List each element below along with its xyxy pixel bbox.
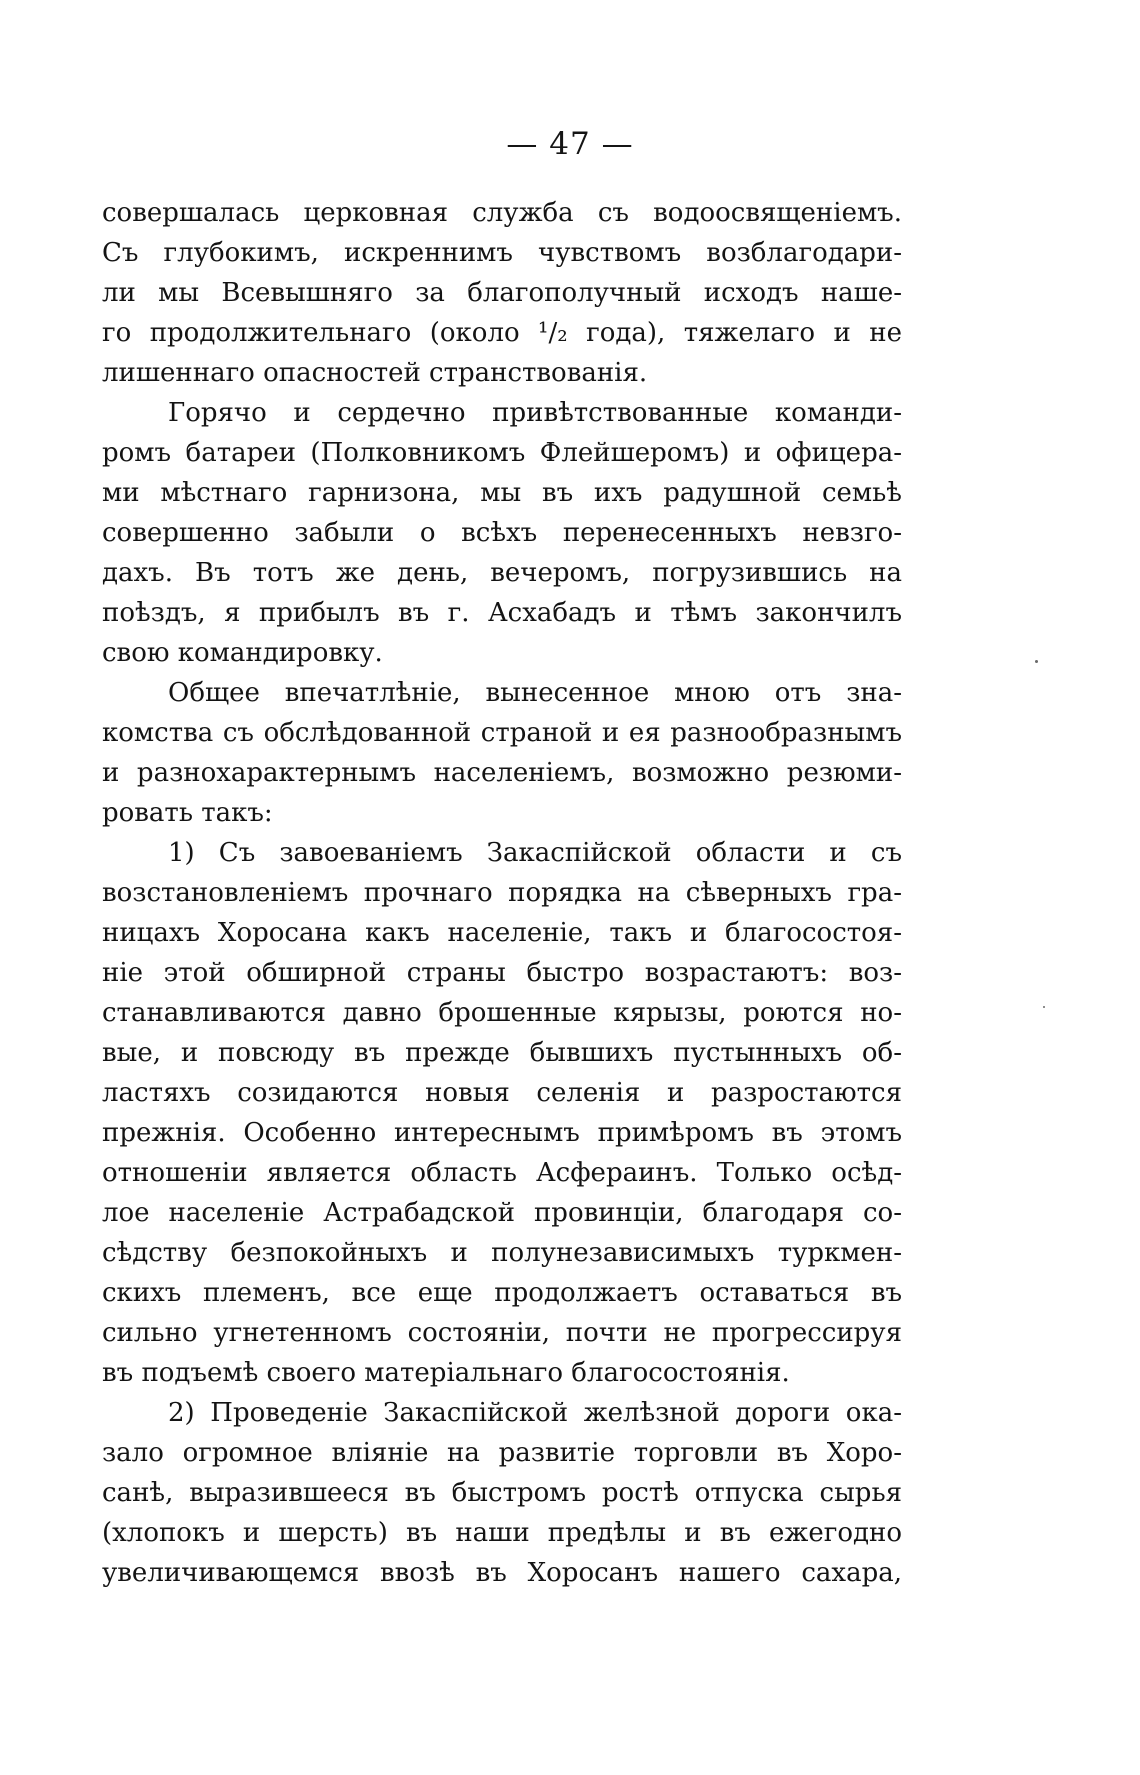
text-line: Общее впечатлѣніе, вынесенное мною отъ зна- [168, 678, 902, 708]
text-line: Горячо и сердечно привѣтствованные команди- [168, 398, 902, 428]
text-line: вые, и повсюду въ прежде бывшихъ пустынныхъ об- [102, 1038, 902, 1068]
body-text [102, 193, 902, 1593]
text-line: ми мѣстнаго гарнизона, мы въ ихъ радушной семьѣ [102, 478, 902, 508]
text-line: въ подъемѣ своего матеріальнаго благосостоянія. [102, 1358, 790, 1388]
text-line: увеличивающемся ввозѣ въ Хоросанъ нашего сахара, [102, 1558, 902, 1588]
text-line: совершенно забыли о всѣхъ перенесенныхъ невзго- [102, 518, 902, 548]
text-line: станавливаются давно брошенные кярызы, роются но- [102, 998, 902, 1028]
text-line: дахъ. Въ тотъ же день, вечеромъ, погрузившись на [102, 558, 902, 588]
text-line: возстановленіемъ прочнаго порядка на сѣверныхъ гра- [102, 878, 902, 908]
text-line: 1) Съ завоеваніемъ Закаспійской области и съ [168, 838, 902, 868]
text-line: ницахъ Хоросана какъ населеніе, такъ и благосостоя- [102, 918, 902, 948]
text-line: свою командировку. [102, 638, 383, 668]
text-line: ніе этой обширной страны быстро возрастаютъ: воз- [102, 958, 902, 988]
text-line: ромъ батареи (Полковникомъ Флейшеромъ) и офицера- [102, 438, 902, 468]
text-line: санѣ, выразившееся въ быстромъ ростѣ отпуска сырья [102, 1478, 902, 1508]
text-line: (хлопокъ и шерсть) въ наши предѣлы и въ ежегодно [102, 1518, 902, 1548]
text-line: ровать такъ: [102, 798, 273, 828]
text-line: прежнія. Особенно интереснымъ примѣромъ въ этомъ [102, 1118, 902, 1148]
paper-speck [1035, 660, 1038, 663]
text-line: зало огромное вліяніе на развитіе торговли въ Хоро- [102, 1438, 902, 1468]
page-number: — 47 — [506, 126, 634, 162]
text-line: го продолжительнаго (около ¹/₂ года), тяжелаго и не [102, 318, 902, 348]
text-line: лишеннаго опасностей странствованія. [102, 358, 648, 388]
text-line: лое населеніе Астрабадской провинціи, благодаря со- [102, 1198, 902, 1228]
text-line: комства съ обслѣдованной страной и ея разнообразнымъ [102, 718, 902, 748]
paper-speck [1043, 1006, 1045, 1008]
text-line: и разнохарактернымъ населеніемъ, возможно резюми- [102, 758, 902, 788]
text-line: сильно угнетенномъ состояніи, почти не прогрессируя [102, 1318, 902, 1348]
text-line: совершалась церковная служба съ водоосвященіемъ. [102, 198, 902, 228]
text-line: ли мы Всевышняго за благополучный исходъ наше- [102, 278, 902, 308]
text-line: сѣдству безпокойныхъ и полунезависимыхъ туркмен- [102, 1238, 902, 1268]
text-line: ластяхъ созидаются новыя селенія и разростаются [102, 1078, 902, 1108]
text-line: отношеніи является область Асфераинъ. Только осѣд- [102, 1158, 902, 1188]
text-line: Съ глубокимъ, искреннимъ чувствомъ возблагодари- [102, 238, 902, 268]
text-line: скихъ племенъ, все еще продолжаетъ оставаться въ [102, 1278, 902, 1308]
text-line: 2) Проведеніе Закаспійской желѣзной дороги ока- [168, 1398, 902, 1428]
text-line: поѣздъ, я прибылъ въ г. Асхабадъ и тѣмъ закончилъ [102, 598, 902, 628]
